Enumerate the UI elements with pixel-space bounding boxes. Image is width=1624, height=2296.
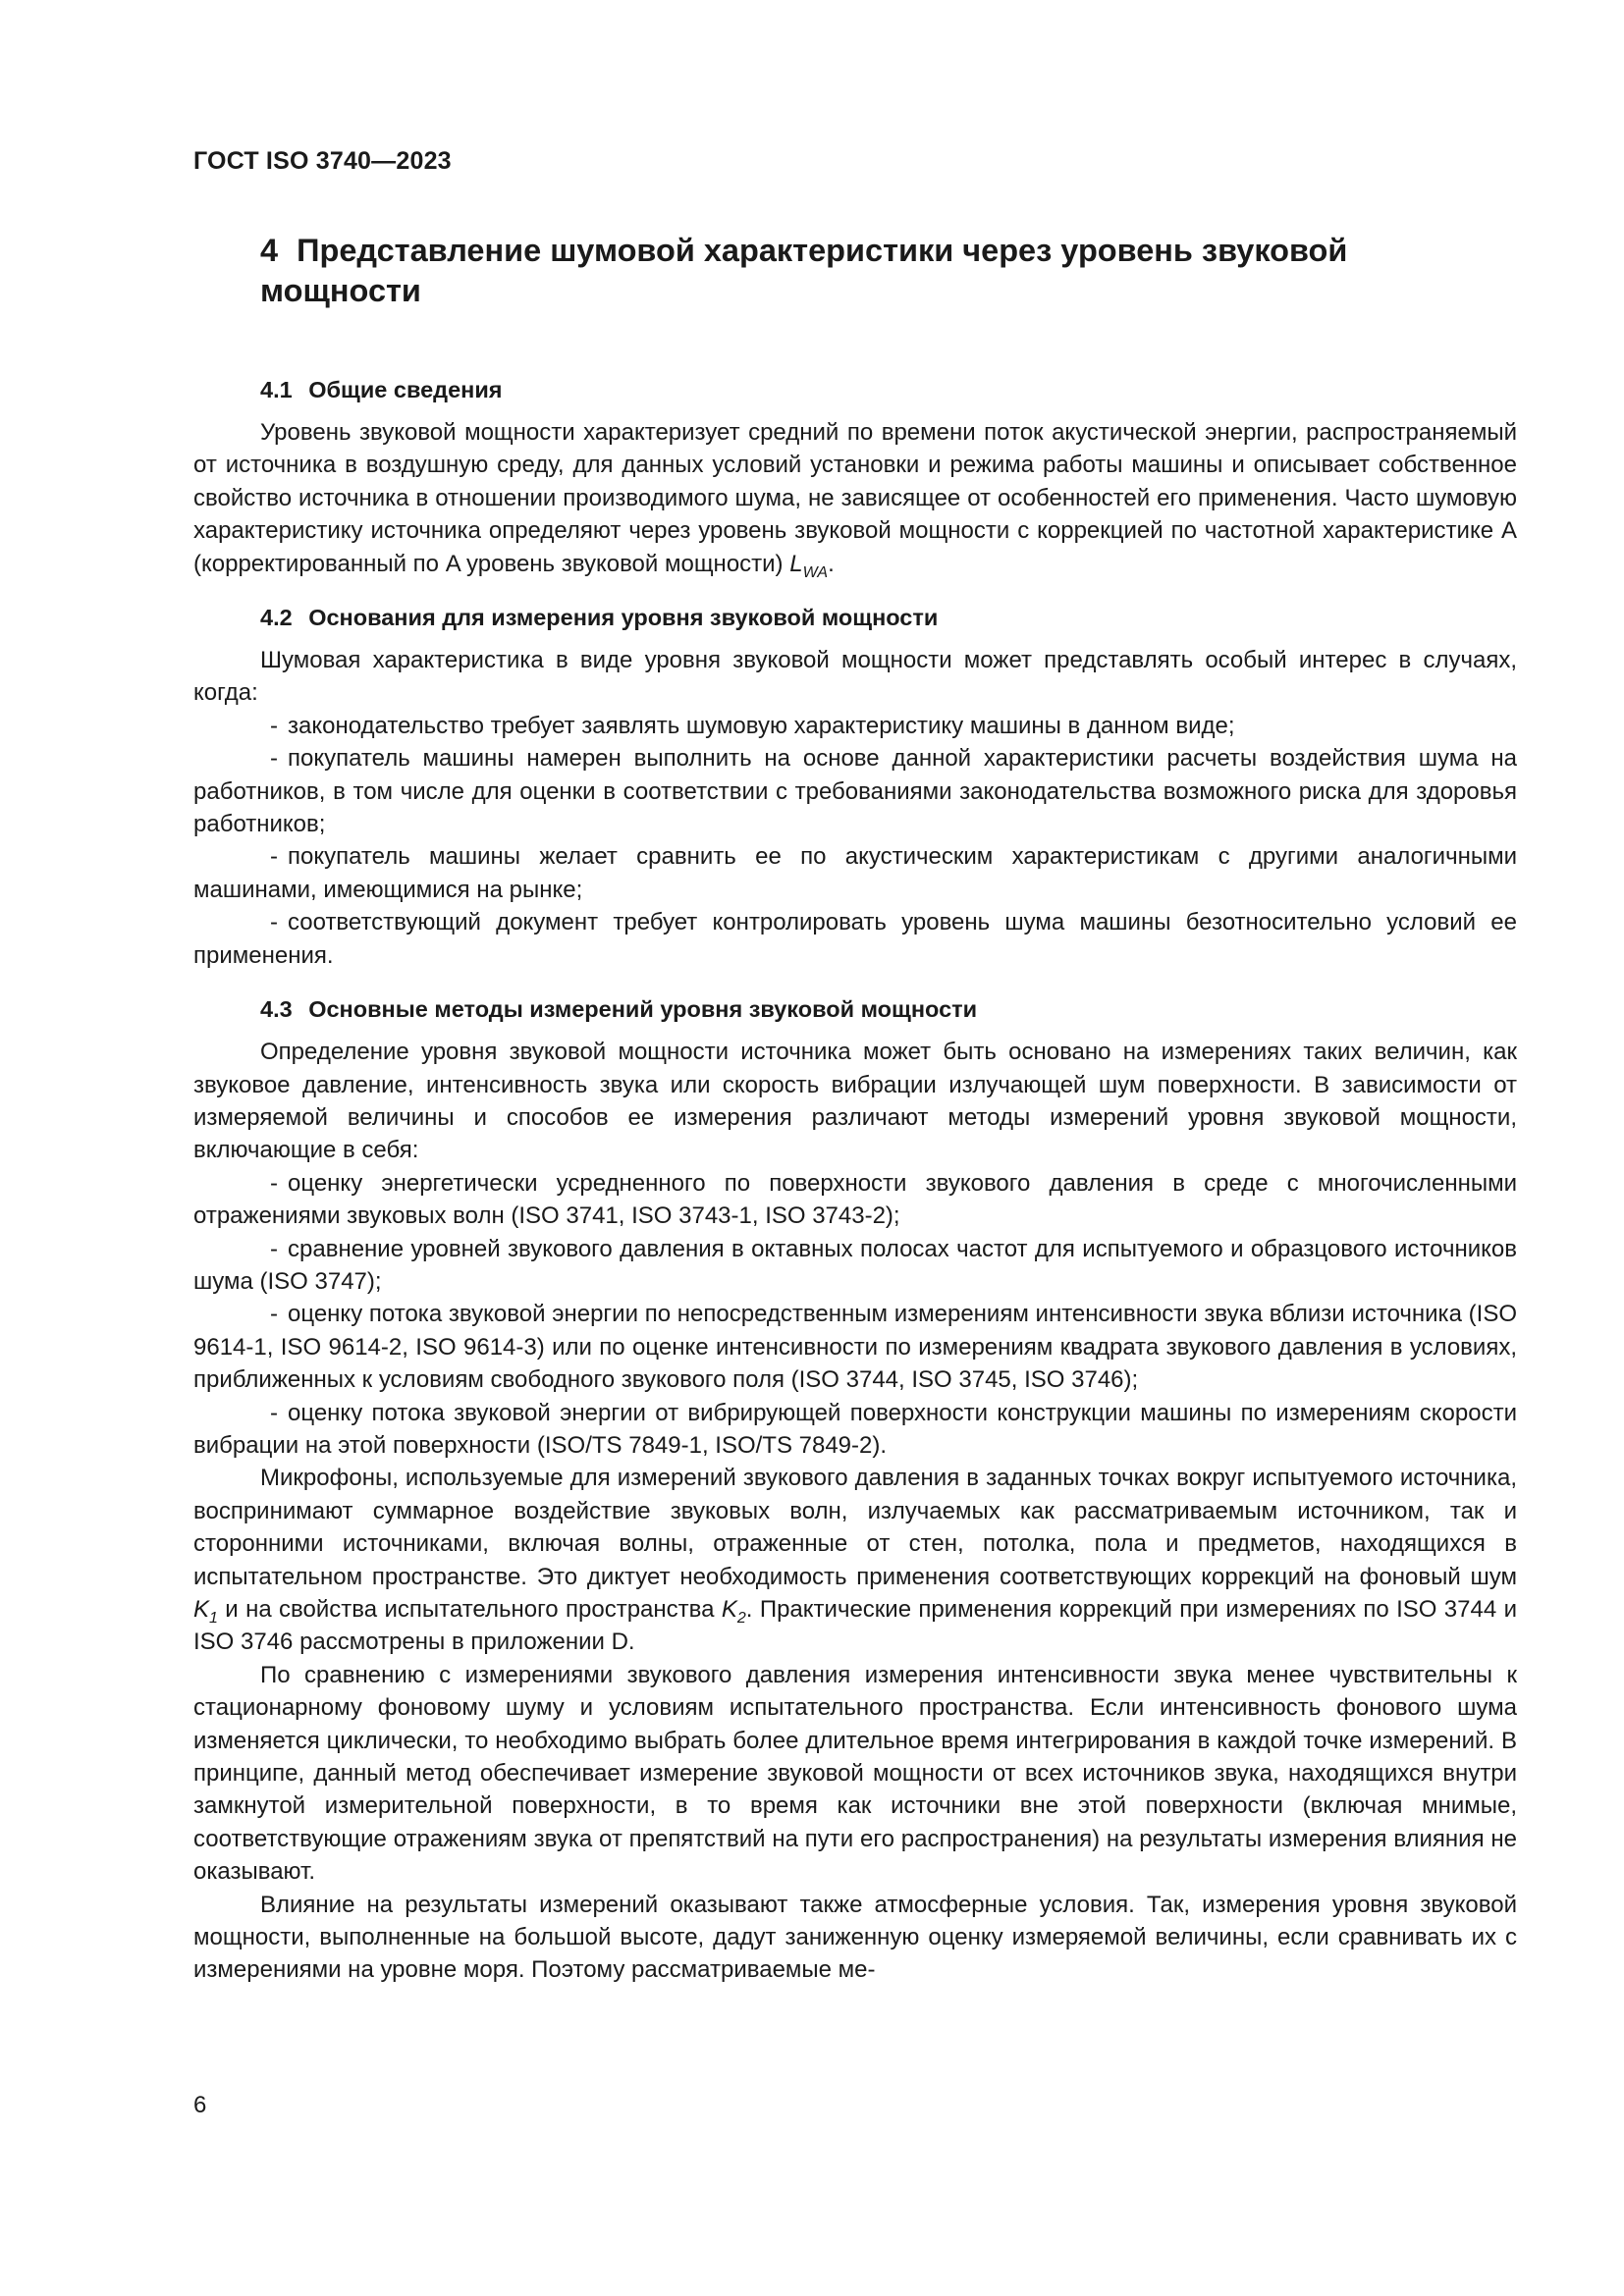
symbol-lwa: $L_{WA}$ — [789, 550, 829, 581]
section-4-3-heading — [260, 993, 1517, 1026]
list-item: - соответствующий документ требует контролировать уровень шума машины безотносительно условий ее применения. — [193, 909, 1517, 969]
section-4-2-intro: Шумовая характеристика в виде уровня звуковой мощности может представлять особый интерес в случаях, когда: — [193, 647, 1517, 707]
intensity-paragraph: По сравнению с измерениями звукового давления измерения интенсивности звука менее чувствительны к стационарному фоновому шуму и условиям испытательного пространства. Если интенсивность фонового шума изменяется циклически, то необходимо выбрать более длительное время интегрирования в каждой точке измерений. В принципе, данный метод обеспечивает измерение звуковой мощности от всех источников звука, находящихся внутри замкнутой измерительной поверхности, в то время как источники вне этой поверхности (включая мнимые, соответствующие отражениям звука от препятствий на пути его распространения) на результаты измерения влияния не оказывают. — [193, 1661, 1517, 1886]
section-4-1-title: Общие сведения — [308, 377, 503, 402]
list-item: - оценку энергетически усредненного по поверхности звукового давления в среде с многочисленными отражениями звуковых волн (ISO 3741, ISO 3743-1, ISO 3743-2); — [193, 1169, 1517, 1230]
symbol-k1: $K_1$ — [193, 1596, 218, 1627]
section-4-3-intro: Определение уровня звуковой мощности источника может быть основано на измерениях таких величин, как звуковое давление, интенсивность звука или скорость вибрации излучающей шум поверхности. В зависимости от измеряемой величины и способов ее измерения различают методы измерений уровня звуковой мощности, включающие в себя: — [193, 1039, 1517, 1164]
list-item: - покупатель машины желает сравнить ее по акустическим характеристикам с другими аналогичными машинами, имеющимися на рынке; — [193, 843, 1517, 903]
list-item: - сравнение уровней звукового давления в октавных полосах частот для испытуемого и образцового источников шума (ISO 3747); — [193, 1235, 1517, 1295]
list-item: - законодательство требует заявлять шумовую характеристику машины в данном виде; — [270, 712, 1235, 739]
microphones-paragraph: Микрофоны, используемые для измерений звукового давления в заданных точках вокруг испытуемого источника, воспринимают суммарное воздействие звуковых волн, излучаемых как рассматриваемым источником, так и сторонними источниками, включая волны, отраженные от стен, потолка, пола и предметов, находящихся в испытательном пространстве. Это диктует необходимость применения соответствующих коррекций на фоновый шум $K_1$ и на свойства испытательного пространства $K_2$. Практические применения коррекций при измерениях по ISO 3744 и ISO 3746 рассмотрены в приложении D. — [193, 1465, 1517, 1656]
section-4-title: Представление шумовой характеристики через уровень звуковой мощности — [260, 233, 1348, 308]
list-item: - оценку потока звуковой энергии по непосредственным измерениям интенсивности звука вблизи источника (ISO 9614-1, ISO 9614-2, ISO 9614-3) или по оценке интенсивности по измерениям квадрата звукового давления в условиях, приближенных к условиям свободного звукового поля (ISO 3744, ISO 3745, ISO 3746); — [193, 1301, 1517, 1394]
page-number: 6 — [193, 2092, 207, 2118]
section-4-1-number: 4.1 — [260, 377, 293, 402]
section-4-number: 4 — [260, 233, 279, 268]
document-page — [193, 147, 1517, 1987]
list-item: - оценку потока звуковой энергии от вибрирующей поверхности конструкции машины по измерениям скорости вибрации на этой поверхности (ISO/TS 7849-1, ISO/TS 7849-2). — [193, 1399, 1517, 1459]
section-4-2-title: Основания для измерения уровня звуковой мощности — [308, 605, 939, 631]
section-4-3-title: Основные методы измерений уровня звуковой мощности — [308, 996, 978, 1023]
section-4-heading — [260, 231, 1468, 311]
section-4-2-heading — [260, 602, 1517, 634]
section-4-1-paragraph: Уровень звуковой мощности характеризует средний по времени поток акустической энергии, распространяемый от источника в воздушную среду, для данных условий установки и режима работы машины и описывает собственное свойство источника в отношении производимого шума, не зависящее от особенностей его применения. Часто шумовую характеристику источника определяют через уровень звуковой мощности с коррекцией по частотной характеристике A (корректированный по A уровень звуковой мощности) $L_{WA}$. — [193, 419, 1517, 581]
symbol-k2: $K_2$ — [721, 1596, 746, 1627]
section-4-1-heading — [260, 374, 1517, 406]
section-4-2-number: 4.2 — [260, 605, 293, 631]
document-id-header: ГОСТ ISO 3740—2023 — [193, 147, 452, 175]
section-4-3-number: 4.3 — [260, 996, 293, 1023]
list-item: - покупатель машины намерен выполнить на основе данной характеристики расчеты воздействия шума на работников, в том числе для оценки в соответствии с требованиями законодательства возможного риска для здоровья работников; — [193, 745, 1517, 838]
atmosphere-paragraph: Влияние на результаты измерений оказывают также атмосферные условия. Так, измерения уровня звуковой мощности, выполненные на большой высоте, дадут заниженную оценку измеряемой величины, если сравнивать их с измерениями на уровне моря. Поэтому рассматриваемые ме- — [193, 1891, 1517, 1984]
